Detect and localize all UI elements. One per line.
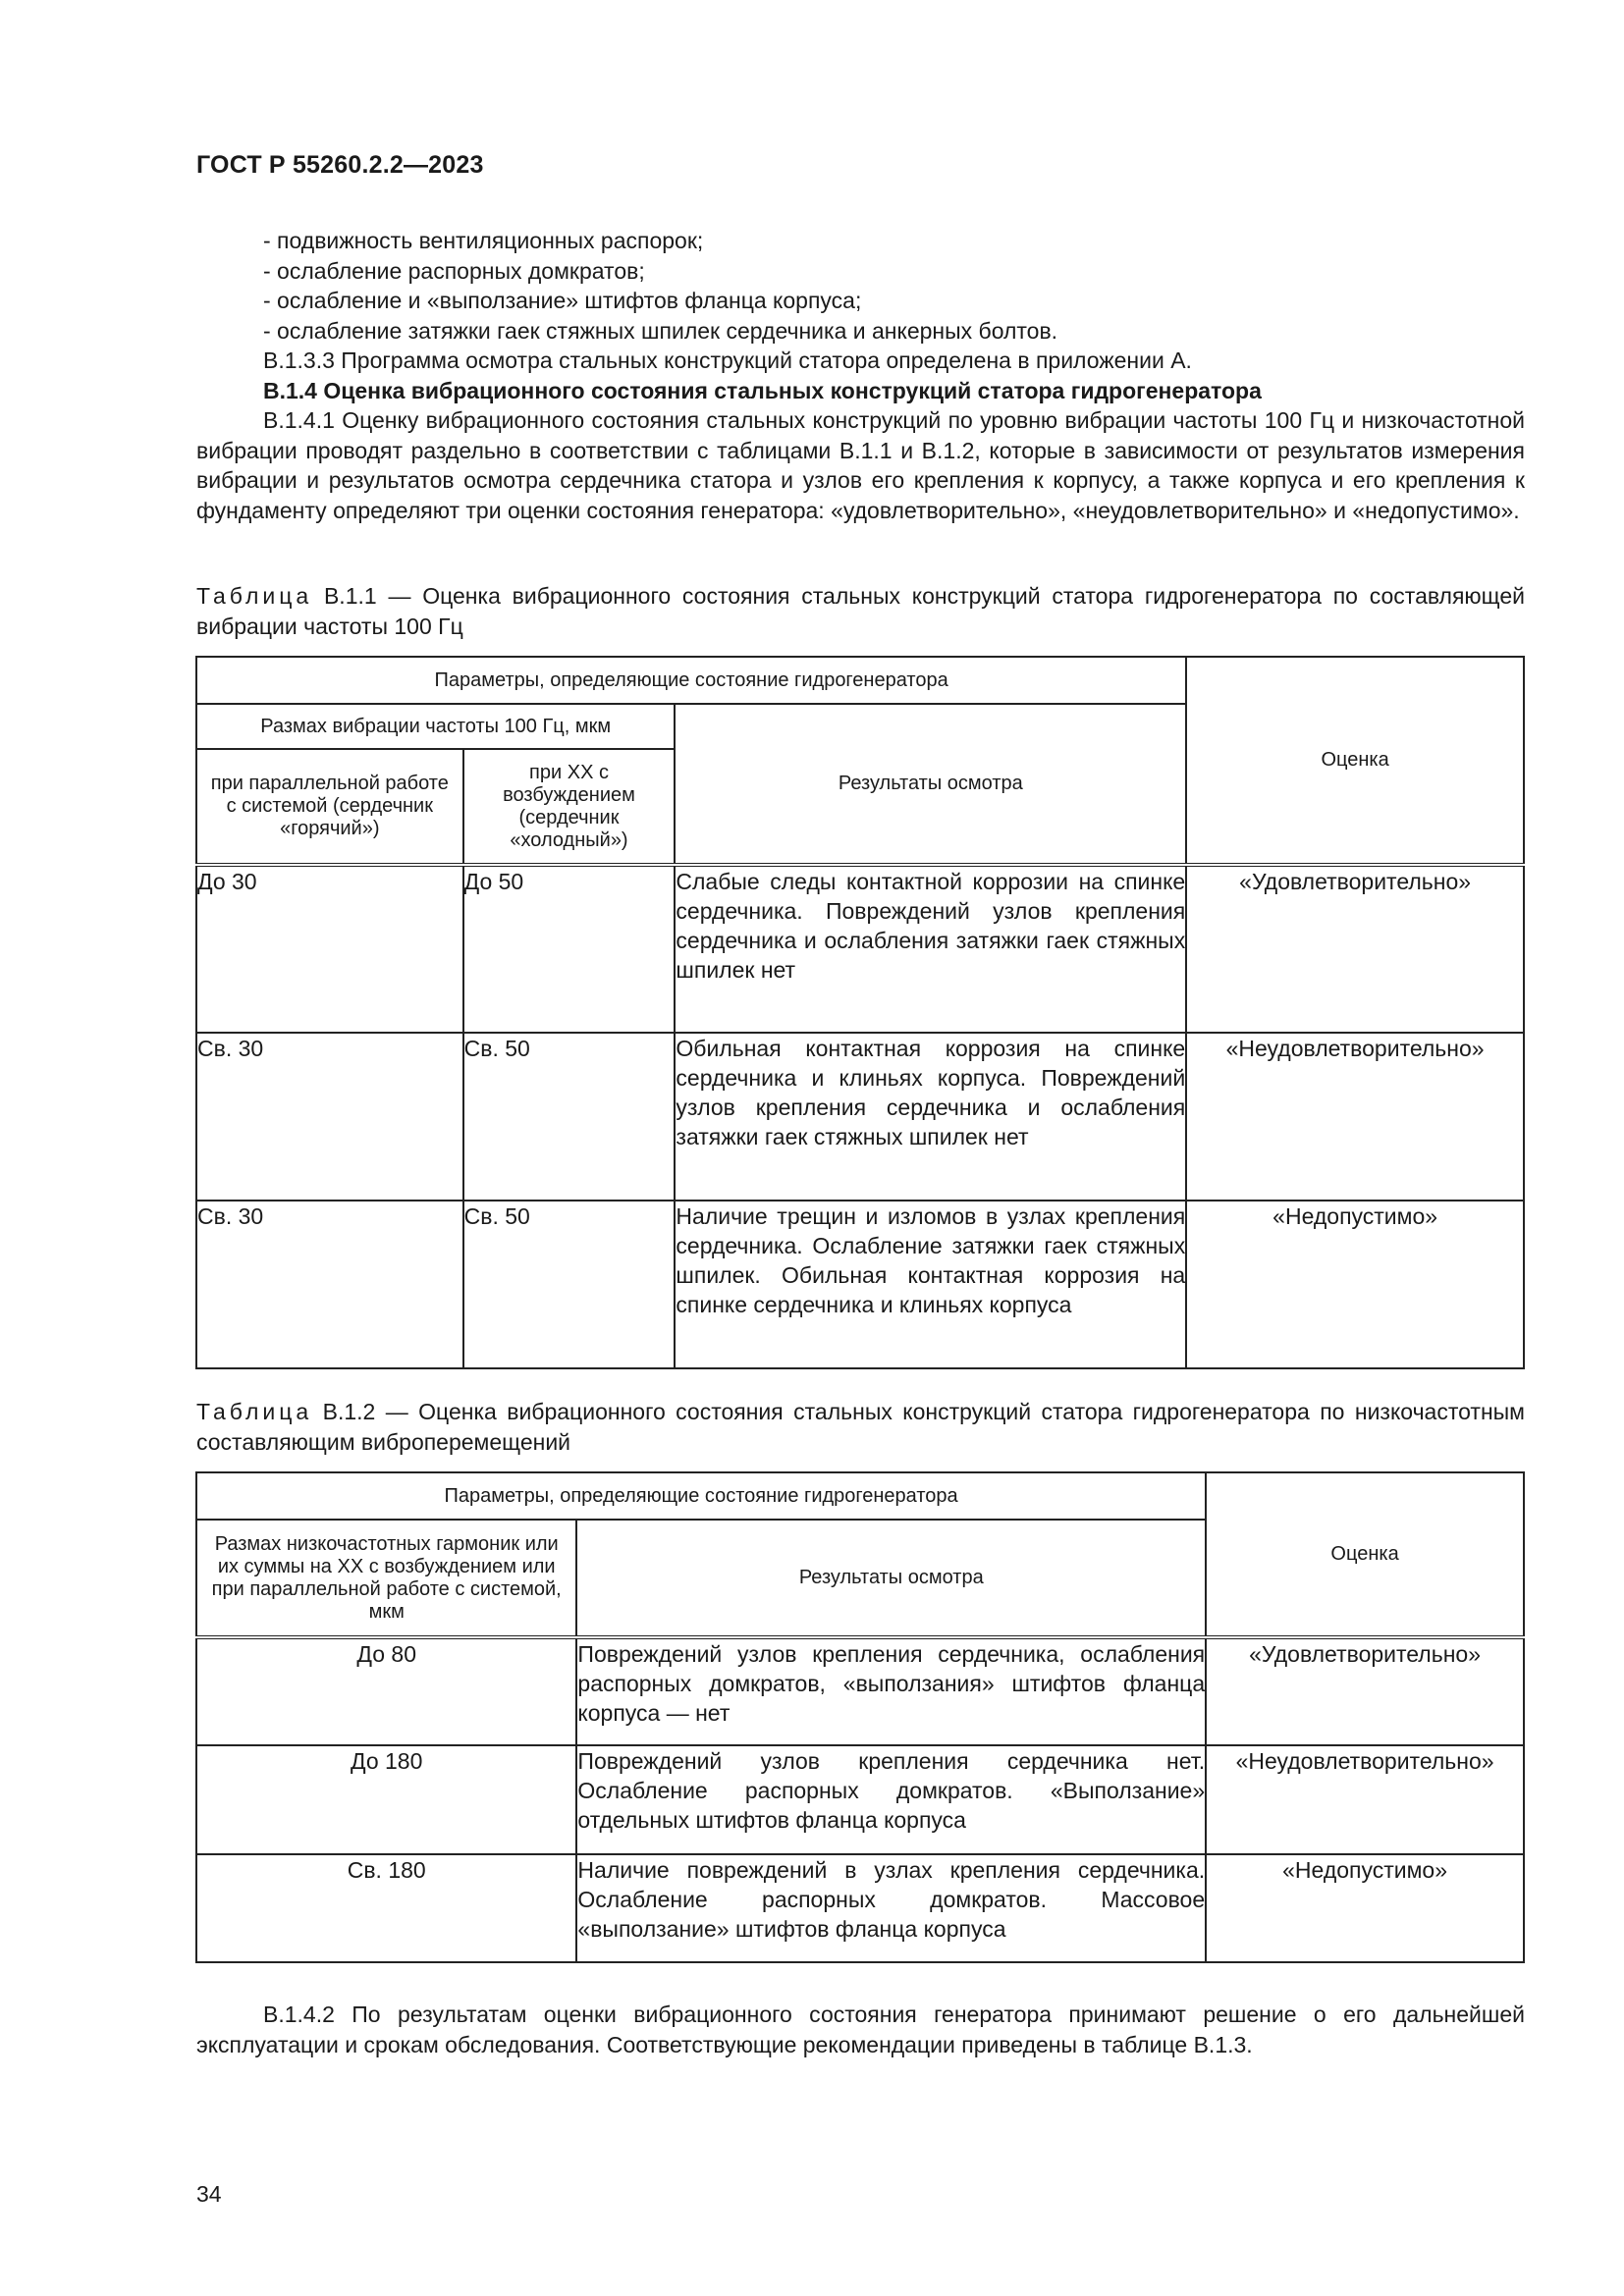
table-b12: [195, 1471, 1525, 1963]
paragraph-b141: В.1.4.1 Оценку вибрационного состояния стальных конструкций по уровню вибрации частоты 100 Гц и низкочастотной вибрации проводят раздельно в соответствии с таблицами В.1.1 и В.1.2, которые в зависимости от результатов измерения вибрации и результатов осмотра сердечника статора и узлов его крепления к корпусу, а также корпуса и его крепления к фундаменту определяют три оценки состояния генератора: «удовлетворительно», «неудовлетворительно» и «недопустимо».: [196, 407, 1525, 523]
table1-cell-rating: «Неудовлетворительно»: [1186, 1033, 1524, 1201]
table1-caption-label: Таблица: [196, 583, 313, 609]
table1-cell-idle: Св. 50: [463, 1201, 676, 1368]
table1-cell-parallel: Св. 30: [196, 1201, 463, 1368]
paragraph-b133: В.1.3.3 Программа осмотра стальных конструкций статора определена в приложении А.: [263, 347, 1192, 373]
table1-header-parallel: при параллельной работе с системой (сердечник «горячий»): [196, 749, 463, 865]
table1-cell-result: Обильная контактная коррозия на спинке сердечника и клиньях корпуса. Повреждений узлов крепления сердечника и ослабления затяжки гаек стяжных шпилек нет: [675, 1033, 1186, 1201]
table1-cell-idle: Св. 50: [463, 1033, 676, 1201]
table2-header-params: Параметры, определяющие состояние гидрогенератора: [196, 1472, 1206, 1520]
table2-cell-rating: «Неудовлетворительно»: [1206, 1745, 1524, 1854]
table1-header-idle: при ХХ с возбуждением (сердечник «холодный»): [463, 749, 676, 865]
table1-header-results: Результаты осмотра: [675, 704, 1186, 865]
table1-cell-parallel: До 30: [196, 865, 463, 1033]
table2-header-results: Результаты осмотра: [576, 1520, 1206, 1637]
table2-caption: [196, 1397, 1525, 1457]
table-row: [196, 865, 1524, 1033]
list-item: - ослабление распорных домкратов;: [263, 257, 645, 284]
table1-header-rating: Оценка: [1186, 657, 1524, 865]
table2-cell-range: Св. 180: [196, 1854, 576, 1962]
section-heading-b14: В.1.4 Оценка вибрационного состояния стальных конструкций статора гидрогенератора: [263, 377, 1262, 403]
table2-cell-result: Повреждений узлов крепления сердечника, ослабления распорных домкратов, «выползания» штифтов фланца корпуса — нет: [576, 1637, 1206, 1745]
table1-caption-text: В.1.1 — Оценка вибрационного состояния стальных конструкций статора гидрогенератора по составляющей вибрации частоты 100 Гц: [196, 583, 1525, 639]
table2-cell-result: Повреждений узлов крепления сердечника нет. Ослабление распорных домкратов. «Выползание» отдельных штифтов фланца корпуса: [576, 1745, 1206, 1854]
table-row: [196, 1745, 1524, 1854]
table2-header-range: Размах низкочастотных гармоник или их суммы на ХХ с возбуждением или при параллельной работе с системой, мкм: [196, 1520, 576, 1637]
table2-cell-range: До 180: [196, 1745, 576, 1854]
table2-cell-rating: «Недопустимо»: [1206, 1854, 1524, 1962]
table1-cell-result: Наличие трещин и изломов в узлах крепления сердечника. Ослабление затяжки гаек стяжных шпилек. Обильная контактная коррозия на спинке сердечника и клиньях корпуса: [675, 1201, 1186, 1368]
table2-caption-label: Таблица: [196, 1399, 313, 1424]
table1-cell-rating: «Недопустимо»: [1186, 1201, 1524, 1368]
list-item: - ослабление затяжки гаек стяжных шпилек сердечника и анкерных болтов.: [263, 317, 1058, 344]
table-row: [196, 1637, 1524, 1745]
intro-section: [196, 226, 1525, 525]
table1-caption: [196, 581, 1525, 641]
list-item: - ослабление и «выползание» штифтов фланца корпуса;: [263, 288, 862, 313]
table2-caption-text: В.1.2 — Оценка вибрационного состояния стальных конструкций статора гидрогенератора по низкочастотным составляющим виброперемещений: [196, 1399, 1525, 1455]
page-number: 34: [196, 2181, 222, 2207]
paragraph-b142: В.1.4.2 По результатам оценки вибрационного состояния генератора принимают решение о его дальнейшей эксплуатации и срокам обследования. Соответствующие рекомендации приведены в таблице В.1.3.: [196, 2002, 1525, 2057]
table2-cell-result: Наличие повреждений в узлах крепления сердечника. Ослабление распорных домкратов. Массовое «выползание» штифтов фланца корпуса: [576, 1854, 1206, 1962]
table-row: [196, 1854, 1524, 1962]
table2-header-rating: Оценка: [1206, 1472, 1524, 1637]
table-row: [196, 1033, 1524, 1201]
table1-header-range: Размах вибрации частоты 100 Гц, мкм: [196, 704, 675, 749]
table1-cell-parallel: Св. 30: [196, 1033, 463, 1201]
table-b11: [195, 656, 1525, 1369]
table1-cell-result: Слабые следы контактной коррозии на спинке сердечника. Повреждений узлов крепления сердечника и ослабления затяжки гаек стяжных шпилек нет: [675, 865, 1186, 1033]
closing-section: [196, 2000, 1525, 2059]
document-header: ГОСТ Р 55260.2.2—2023: [196, 151, 484, 179]
list-item: - подвижность вентиляционных распорок;: [263, 228, 704, 253]
table1-header-params: Параметры, определяющие состояние гидрогенератора: [196, 657, 1186, 704]
table1-cell-rating: «Удовлетворительно»: [1186, 865, 1524, 1033]
table2-cell-range: До 80: [196, 1637, 576, 1745]
table1-cell-idle: До 50: [463, 865, 676, 1033]
table2-cell-rating: «Удовлетворительно»: [1206, 1637, 1524, 1745]
table-row: [196, 1201, 1524, 1368]
